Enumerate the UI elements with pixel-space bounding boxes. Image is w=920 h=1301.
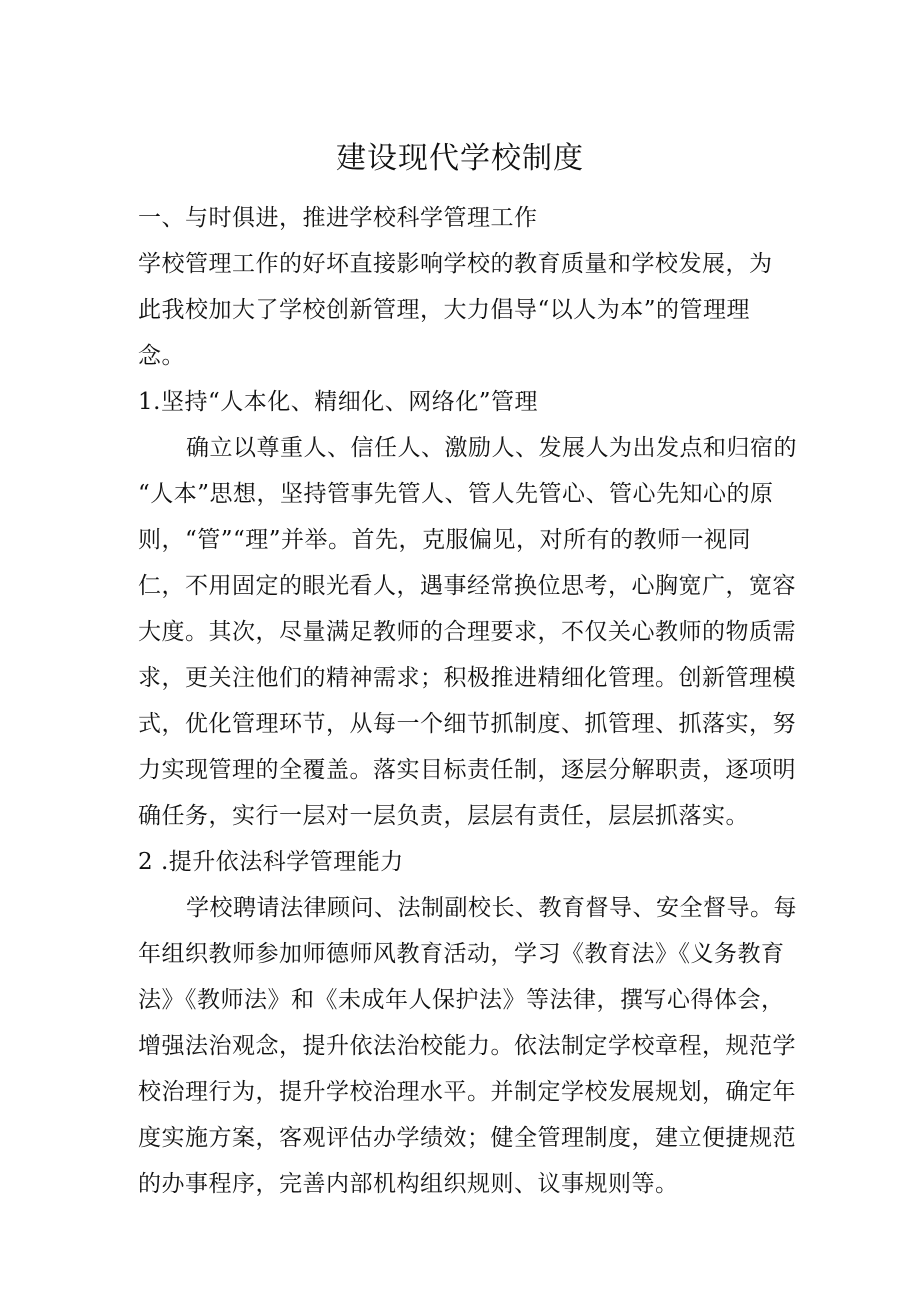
paragraph-line: 增强法治观念，提升依法治校能力。依法制定学校章程，规范学 — [138, 1033, 796, 1059]
paragraph-line: 法》《教师法》和《未成年人保护法》等法律，撰写心得体会， — [138, 987, 785, 1013]
paragraph-line: 此我校加大了学校创新管理，大力倡导“以人为本”的管理理 — [138, 297, 751, 323]
paragraph-line: 确任务，实行一层对一层负责，层层有责任，层层抓落实。 — [138, 803, 749, 829]
paragraph-line: 学校管理工作的好坏直接影响学校的教育质量和学校发展，为 — [138, 251, 773, 277]
document-title: 建设现代学校制度 — [336, 141, 584, 176]
paragraph-line: 确立以尊重人、信任人、激励人、发展人为出发点和归宿的 — [186, 435, 797, 461]
paragraph-line: 年组织教师参加师德师风教育活动，学习《教育法》《义务教育 — [138, 941, 785, 967]
paragraph-line: 校治理行为，提升学校治理水平。并制定学校发展规划，确定年 — [138, 1079, 796, 1105]
paragraph-line: 念。 — [138, 343, 185, 369]
subsection-heading-2: 2 .提升依法科学管理能力 — [138, 849, 404, 875]
paragraph-line: 力实现管理的全覆盖。落实目标责任制，逐层分解职责，逐项明 — [138, 757, 796, 783]
section-heading-1: 一、与时俱进，推进学校科学管理工作 — [138, 205, 538, 231]
paragraph-line: 式，优化管理环节，从每一个细节抓制度、抓管理、抓落实，努 — [138, 711, 796, 737]
subsection-heading-1: 1.坚持“人本化、精细化、网络化”管理 — [138, 389, 538, 415]
paragraph-line: 学校聘请法律顾问、法制副校长、教育督导、安全督导。每 — [186, 895, 797, 921]
paragraph-line: 的办事程序，完善内部机构组织规则、议事规则等。 — [138, 1171, 679, 1197]
paragraph-line: 则，“管”“理”并举。首先，克服偏见，对所有的教师一视同 — [138, 527, 752, 553]
paragraph-line: 大度。其次，尽量满足教师的合理要求，不仅关心教师的物质需 — [138, 619, 796, 645]
paragraph-line: “人本”思想，坚持管事先管人、管人先管心、管心先知心的原 — [138, 481, 774, 507]
paragraph-line: 仁，不用固定的眼光看人，遇事经常换位思考，心胸宽广，宽容 — [138, 573, 796, 599]
paragraph-line: 求，更关注他们的精神需求；积极推进精细化管理。创新管理模 — [138, 665, 796, 691]
paragraph-line: 度实施方案，客观评估办学绩效；健全管理制度，建立便捷规范 — [138, 1125, 796, 1151]
